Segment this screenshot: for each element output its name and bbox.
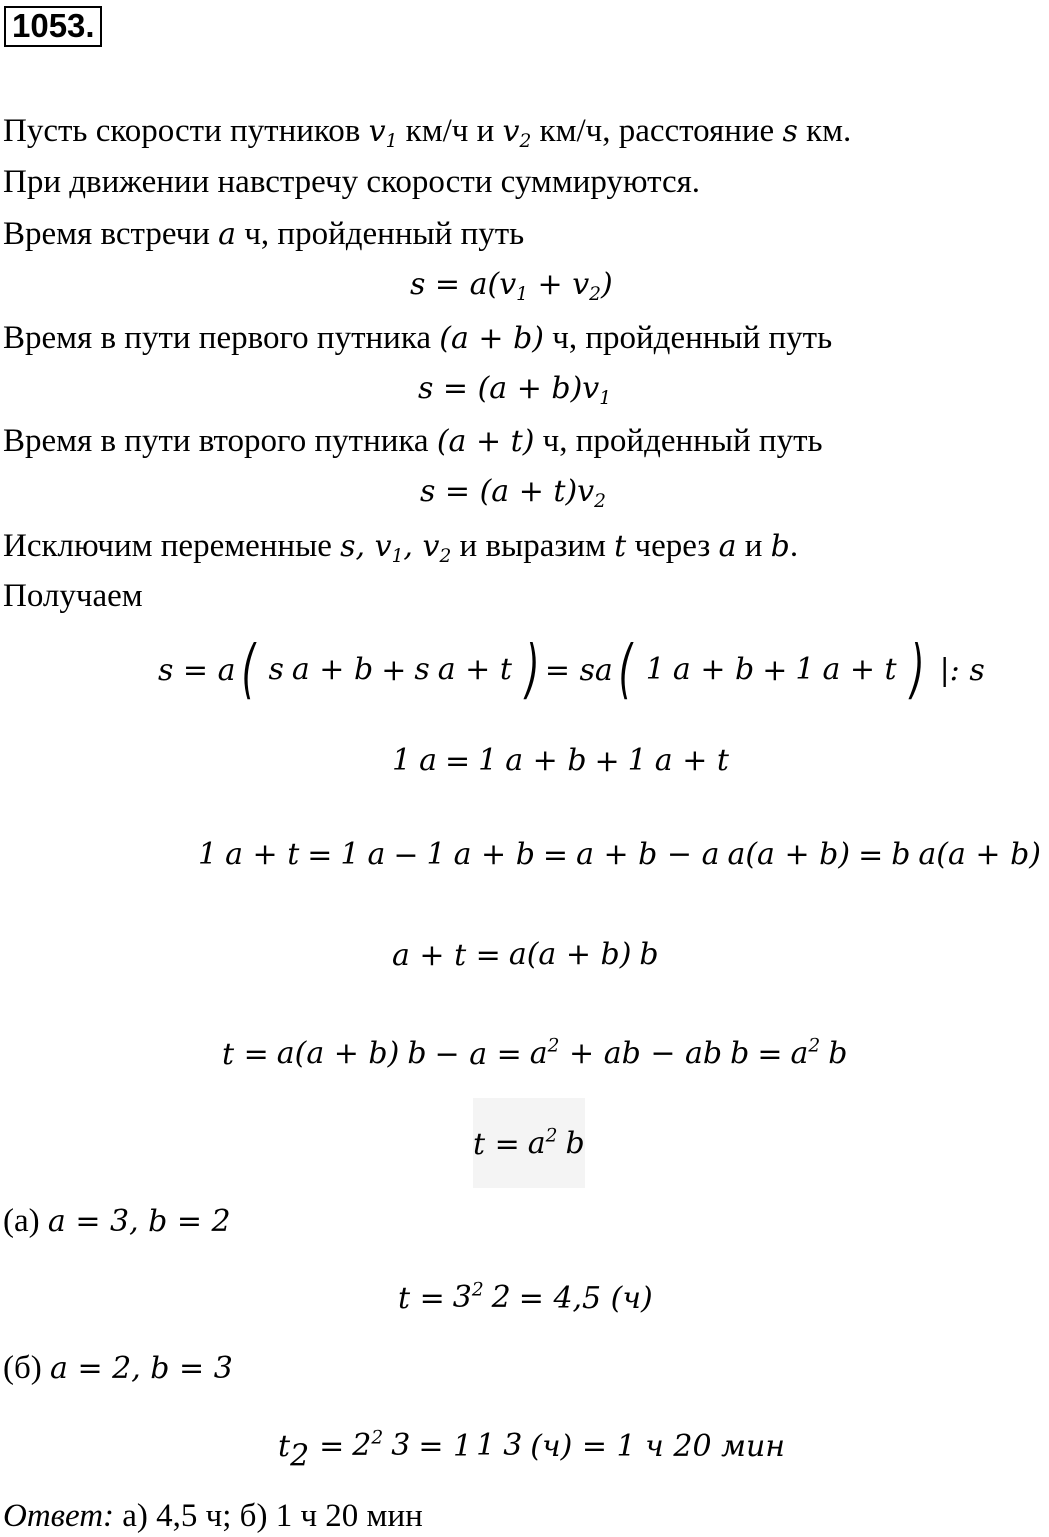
var-b: b (770, 529, 790, 564)
var-s: s (782, 114, 798, 149)
formula-3: $s = (a + t)v_2$ (420, 474, 606, 512)
formula-2: $s = (a + b)v_1$ (418, 371, 612, 409)
text-line-1 (3, 113, 852, 152)
text: км/ч и (397, 113, 503, 149)
text: Исключим переменные (3, 528, 341, 564)
var-v2: $v_2$ (502, 114, 532, 152)
case-a-line (3, 1205, 231, 1238)
text: км/ч, расстояние (531, 113, 783, 149)
var-v1: $v_1$ (368, 114, 398, 152)
equation-result: t = $a^2$ b (473, 1125, 585, 1162)
text: Время в пути второго путника (3, 423, 437, 459)
text: (б) (3, 1350, 51, 1386)
text: и (736, 528, 771, 564)
text: Время встречи (3, 216, 219, 252)
case-b-line (3, 1352, 233, 1385)
case-b-values: a = 2, b = 3 (50, 1351, 233, 1386)
text: ч, пройденный путь (236, 216, 525, 252)
equation-4: a + t = a(a + b) b (392, 937, 659, 973)
equation-case-b: $t_2$ = $2^2$ 3 = 1 1 3 (ч) = 1 ч 20 мин (278, 1427, 786, 1474)
text: и выразим (451, 528, 615, 564)
answer-label: Ответ: (3, 1498, 115, 1534)
equation-case-a: t = $3^2$ 2 = 4,5 (ч) (398, 1279, 653, 1316)
answer-text: а) 4,5 ч; б) 1 ч 20 мин (114, 1498, 423, 1534)
text-line-7: Получаем (3, 578, 143, 614)
text: ч, пройденный путь (534, 423, 823, 459)
text-line-4 (3, 322, 832, 355)
text: Пусть скорости путников (3, 113, 369, 149)
text: Время в пути первого путника (3, 320, 440, 356)
expr: (a + t) (436, 424, 535, 459)
text: (а) (3, 1203, 48, 1239)
expr: (a + b) (439, 321, 544, 356)
equation-5: t = a(a + b) b − a = $a^2$ + ab − ab b = $a^2$ b (222, 1035, 848, 1072)
problem-number: 1053. (4, 6, 102, 47)
equation-3: 1 a + t = 1 a − 1 a + b = a + b − a a(a + b) = b a(a + b) (198, 837, 1042, 873)
vars: s, $v_1$, $v_2$ (340, 529, 452, 567)
text-line-3 (3, 218, 524, 251)
answer-line (3, 1500, 423, 1533)
text-line-6 (3, 528, 799, 567)
var-t: t (614, 529, 627, 564)
equation-1: s = a ( s a + b + s a + t ) = sa ( 1 a + b + 1 a + t ) |: s (158, 633, 985, 707)
text: ч, пройденный путь (543, 320, 833, 356)
text-line-2: При движении навстречу скорости суммируются. (3, 164, 701, 200)
var-a: a (218, 217, 237, 252)
text: . (789, 528, 799, 564)
formula-1: $s = a(v_1 + v_2)$ (410, 267, 613, 305)
var-a: a (718, 529, 737, 564)
case-a-values: a = 3, b = 2 (47, 1204, 231, 1239)
text: через (626, 528, 719, 564)
text: км. (797, 113, 852, 149)
equation-2: 1 a = 1 a + b + 1 a + t (392, 743, 729, 779)
text-line-5 (3, 425, 823, 458)
